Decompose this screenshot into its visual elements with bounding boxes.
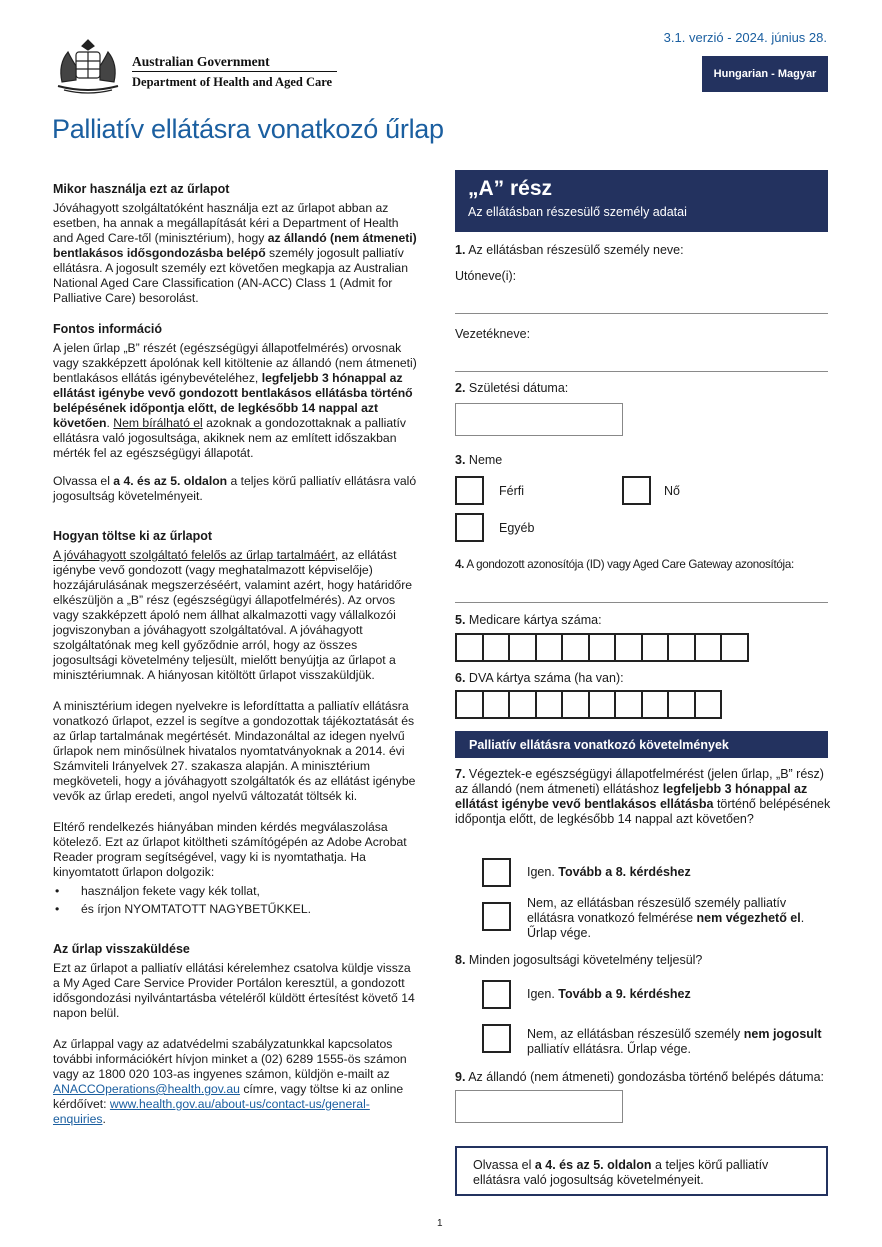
instructions-column bbox=[53, 182, 418, 1140]
text: személy jogosult palliatív ellátásra. A jogosult személy ezt követően megkapja az Australian National Aged Care Classification (AN-ACC) Class 1 (Admit for Palliative Care) besorolást. bbox=[53, 246, 408, 305]
question-number: 9. bbox=[455, 1070, 466, 1084]
section-when-to-use bbox=[53, 182, 418, 306]
digit-cell[interactable] bbox=[535, 633, 564, 662]
sex-female-label: Nő bbox=[664, 484, 680, 498]
question-number: 6. bbox=[455, 671, 466, 685]
q8-no-checkbox[interactable] bbox=[482, 1024, 511, 1053]
department-name: Department of Health and Aged Care bbox=[132, 75, 333, 89]
text: , az ellátást igénybe vevő gondozott (vagy meghatalmazott képviselője) hozzájárulásának megszerzéséért, valamint azért, hogy határidőre elkészüljön a „B” rész (egészségügyi állapotfelmérés). Az orvos vagy szakképzett ápoló nem állhat alkalmazotti vagy vállalkozói jogviszonyban a jóváhagyott szolgáltatóval. A jóváhagyott szolgáltatónak meg kell győződnie arról, hogy az összes jogosultsági követelmény teljesült, mielőtt benyújtja az űrlapot a minisztériumnak. A hiányosan kitöltött űrlapot visszaküldjük. bbox=[53, 548, 413, 682]
section-heading: Fontos információ bbox=[53, 322, 163, 336]
digit-cell[interactable] bbox=[508, 690, 537, 719]
text: használjon fekete vagy kék tollat, bbox=[81, 884, 260, 898]
paragraph bbox=[53, 201, 418, 306]
section-heading: Mikor használja ezt az űrlapot bbox=[53, 182, 230, 196]
paragraph: Ezt az űrlapot a palliatív ellátási kérelemhez csatolva küldje vissza a My Aged Care Service Provider Portálon keresztül, a gondozott idősgondozási nyilvántartásba vételéről küldött értesítést követő 14 napon belül. bbox=[53, 961, 415, 1020]
text: Az ellátásban részesülő személy neve: bbox=[465, 243, 684, 257]
resident-id-field[interactable] bbox=[455, 602, 828, 603]
section-heading: Hogyan töltse ki az űrlapot bbox=[53, 529, 213, 543]
digit-cell[interactable] bbox=[720, 633, 749, 662]
version-label: 3.1. verzió - 2024. június 28. bbox=[663, 30, 827, 45]
bullet-icon: • bbox=[55, 902, 60, 916]
bold-text: nem végezhető el bbox=[696, 911, 801, 925]
paragraph bbox=[53, 474, 418, 504]
text: címre, vagy töltse ki az online kérdőívet: bbox=[53, 1082, 404, 1111]
text: Minden jogosultsági követelmény teljesül? bbox=[465, 953, 703, 967]
digit-cell[interactable] bbox=[667, 633, 696, 662]
text: A jelen űrlap „B” részét (egészségügyi állapotfelmérés) orvosnak vagy szakképzett ápolónak kell kitöltenie az állandó (nem átmeneti) bentlakásos ellátás igénybevételéhez, bbox=[53, 341, 417, 385]
question-9-label bbox=[455, 1070, 824, 1084]
sex-male-checkbox[interactable] bbox=[455, 476, 484, 505]
text: Igen. bbox=[527, 987, 559, 1001]
text: Születési dátuma: bbox=[465, 381, 569, 395]
question-8-label bbox=[455, 953, 702, 967]
dva-number-field[interactable] bbox=[455, 690, 720, 719]
q7-yes-label bbox=[527, 865, 691, 880]
digit-cell[interactable] bbox=[561, 633, 590, 662]
digit-cell[interactable] bbox=[482, 633, 511, 662]
last-name-field[interactable] bbox=[455, 371, 828, 372]
sex-other-checkbox[interactable] bbox=[455, 513, 484, 542]
bold-text: legfeljebb 3 hónappal az ellátást igénybe vevő gondozott bentlakásos ellátásba történő belépésének időpontja előtt, de legkésőbb 14 nappal azt követően bbox=[53, 371, 413, 430]
section-important-info bbox=[53, 322, 418, 504]
digit-cell[interactable] bbox=[641, 690, 670, 719]
bullet-list bbox=[53, 884, 418, 917]
text: Az űrlappal vagy az adatvédelmi szabályzatunkkal kapcsolatos további információkért hívjon minket a (02) 6289 1555-ös számon vagy az 1800 020 103-as ingyenes számon, küldjön e-mailt az bbox=[53, 1037, 407, 1081]
digit-cell[interactable] bbox=[667, 690, 696, 719]
text: Jóváhagyott szolgáltatóként használja ezt az űrlapot abban az esetben, ha annak a megállapítását kéri a Department of Health and Aged Care-től (minisztérium), hogy bbox=[53, 201, 399, 245]
question-number: 7. bbox=[455, 767, 466, 781]
bold-text: a 4. és az 5. oldalon bbox=[534, 1158, 652, 1172]
enquiries-link[interactable]: www.health.gov.au/about-us/contact-us/general-enquiries bbox=[53, 1097, 370, 1126]
question-number: 3. bbox=[455, 453, 466, 467]
q7-no-checkbox[interactable] bbox=[482, 902, 511, 931]
digit-cell[interactable] bbox=[588, 690, 617, 719]
text: a teljes körű palliatív ellátásra való jogosultság követelményeit. bbox=[473, 1158, 769, 1187]
bold-text: Tovább a 9. kérdéshez bbox=[558, 987, 691, 1001]
question-number: 2. bbox=[455, 381, 466, 395]
q7-no-label bbox=[527, 896, 827, 941]
q7-yes-checkbox[interactable] bbox=[482, 858, 511, 887]
text: . Űrlap vége. bbox=[527, 911, 805, 940]
digit-cell[interactable] bbox=[455, 633, 484, 662]
entry-date-field[interactable] bbox=[455, 1090, 623, 1123]
text: Nem, az ellátásban részesülő személy palliatív ellátásra vonatkozó felmérése bbox=[527, 896, 787, 925]
text: Medicare kártya száma: bbox=[465, 613, 602, 627]
digit-cell[interactable] bbox=[641, 633, 670, 662]
text: Neme bbox=[465, 453, 503, 467]
digit-cell[interactable] bbox=[482, 690, 511, 719]
digit-cell[interactable] bbox=[561, 690, 590, 719]
question-6-label bbox=[455, 671, 624, 685]
text: Olvassa el bbox=[473, 1158, 535, 1172]
question-3-label bbox=[455, 453, 502, 467]
question-number: 1. bbox=[455, 243, 466, 257]
text: palliatív ellátásra. Űrlap vége. bbox=[527, 1042, 691, 1056]
text: Az állandó (nem átmeneti) gondozásba történő belépés dátuma: bbox=[465, 1070, 825, 1084]
bold-text: a 4. és az 5. oldalon bbox=[113, 474, 228, 488]
bold-text: nem jogosult bbox=[743, 1027, 822, 1041]
language-badge: Hungarian - Magyar bbox=[702, 56, 828, 92]
part-a-header bbox=[455, 170, 828, 232]
coat-of-arms-icon bbox=[52, 38, 124, 96]
question-4-label bbox=[455, 558, 794, 571]
email-link[interactable]: ANACCOperations@health.gov.au bbox=[53, 1082, 240, 1096]
part-title: „A” rész bbox=[468, 177, 553, 200]
text: Végeztek-e egészségügyi állapotfelmérést (jelen űrlap, „B” rész) az állandó (nem átmeneti) ellátáshoz bbox=[455, 767, 824, 796]
digit-cell[interactable] bbox=[694, 690, 723, 719]
text: . bbox=[106, 416, 114, 430]
text: és írjon NYOMTATOTT NAGYBETŰKKEL. bbox=[81, 902, 312, 916]
paragraph bbox=[53, 341, 418, 461]
sex-male-label: Férfi bbox=[499, 484, 524, 498]
question-number: 5. bbox=[455, 613, 466, 627]
paragraph bbox=[53, 1037, 418, 1127]
digit-cell[interactable] bbox=[455, 690, 484, 719]
text: azoknak a gondozottaknak a palliatív ellátásra való jogosultsága, akiknek nem az említett időszakban mérték fel az egészségügyi állapotát. bbox=[53, 416, 406, 460]
q8-yes-label bbox=[527, 987, 691, 1002]
text: történő belépésének időpontja előtt, de legkésőbb 14 nappal azt követően? bbox=[455, 797, 831, 826]
part-subtitle: Az ellátásban részesülő személy adatai bbox=[468, 205, 687, 219]
first-name-field[interactable] bbox=[455, 313, 828, 314]
q8-no-label bbox=[527, 1027, 837, 1057]
text: DVA kártya száma (ha van): bbox=[465, 671, 624, 685]
digit-cell[interactable] bbox=[614, 633, 643, 662]
bold-text: az állandó (nem átmeneti) bentlakásos idősgondozásba belépő bbox=[53, 231, 417, 260]
paragraph: Eltérő rendelkezés hiányában minden kérdés megválaszolása kötelező. Ezt az űrlapot kitöltheti számítógépén az Adobe Acrobat Reader program segítségével, vagy ki is nyomtathatja. Ha kinyomtatott űrlapon dolgozik: bbox=[53, 820, 407, 879]
digit-cell[interactable] bbox=[588, 633, 617, 662]
section-return bbox=[53, 942, 418, 1127]
underlined-text: A jóváhagyott szolgáltató felelős az űrlap tartalmáért bbox=[53, 548, 335, 562]
digit-cell[interactable] bbox=[614, 690, 643, 719]
requirements-section-header: Palliatív ellátásra vonatkozó követelmények bbox=[455, 731, 828, 758]
text: Olvassa el bbox=[53, 474, 114, 488]
text: a teljes körű palliatív ellátásra való jogosultság követelményeit. bbox=[53, 474, 417, 503]
question-5-label bbox=[455, 613, 602, 627]
header-divider bbox=[132, 71, 337, 72]
paragraph bbox=[53, 548, 418, 683]
medicare-number-field[interactable] bbox=[455, 633, 747, 662]
page-number: 1 bbox=[437, 1218, 443, 1229]
question-number: 4. bbox=[455, 558, 465, 571]
eligibility-note-box bbox=[455, 1146, 828, 1196]
page-title: Palliatív ellátásra vonatkozó űrlap bbox=[52, 114, 444, 144]
digit-cell[interactable] bbox=[508, 633, 537, 662]
bold-text: legfeljebb 3 hónappal az ellátást igénybe vevő bentlakásos ellátásba bbox=[455, 782, 808, 811]
q8-yes-checkbox[interactable] bbox=[482, 980, 511, 1009]
section-how-to-fill bbox=[53, 529, 418, 917]
list-item bbox=[53, 902, 418, 917]
last-name-label: Vezetékneve: bbox=[455, 327, 531, 341]
digit-cell[interactable] bbox=[535, 690, 564, 719]
text: . bbox=[102, 1112, 106, 1126]
sex-female-checkbox[interactable] bbox=[622, 476, 651, 505]
section-heading: Az űrlap visszaküldése bbox=[53, 942, 190, 956]
underlined-text: Nem bírálható el bbox=[113, 416, 203, 430]
first-name-label: Utóneve(i): bbox=[455, 269, 517, 283]
sex-other-label: Egyéb bbox=[499, 521, 535, 535]
question-1-label bbox=[455, 243, 684, 257]
text: Igen. bbox=[527, 865, 559, 879]
question-number: 8. bbox=[455, 953, 466, 967]
list-item bbox=[53, 884, 418, 899]
government-name: Australian Government bbox=[132, 54, 270, 69]
paragraph: A minisztérium idegen nyelvekre is lefordíttatta a palliatív ellátásra vonatkozó űrlapot, ezzel is segítve a gondozottak tájékoztatását és az űrlap tartalmának megértését. Mindazonáltal az idegen nyelvű űrlapok nem minősülnek hivatalos nyomtatványoknak a 2014. évi Számviteli Irányelvek 27. szakasza alapján. A minisztérium megköveteli, hogy a jóváhagyott szolgáltatók és az ellátást igénybe vevők az űrlap eredeti, angol nyelvű változatát töltsék ki. bbox=[53, 699, 416, 803]
bullet-icon: • bbox=[55, 884, 60, 898]
text: A gondozott azonosítója (ID) vagy Aged Care Gateway azonosítója: bbox=[464, 558, 794, 571]
question-7-label bbox=[455, 767, 835, 827]
bold-text: Tovább a 8. kérdéshez bbox=[558, 865, 691, 879]
birth-date-field[interactable] bbox=[455, 403, 623, 436]
digit-cell[interactable] bbox=[694, 633, 723, 662]
text: Nem, az ellátásban részesülő személy bbox=[527, 1027, 744, 1041]
question-2-label bbox=[455, 381, 568, 395]
